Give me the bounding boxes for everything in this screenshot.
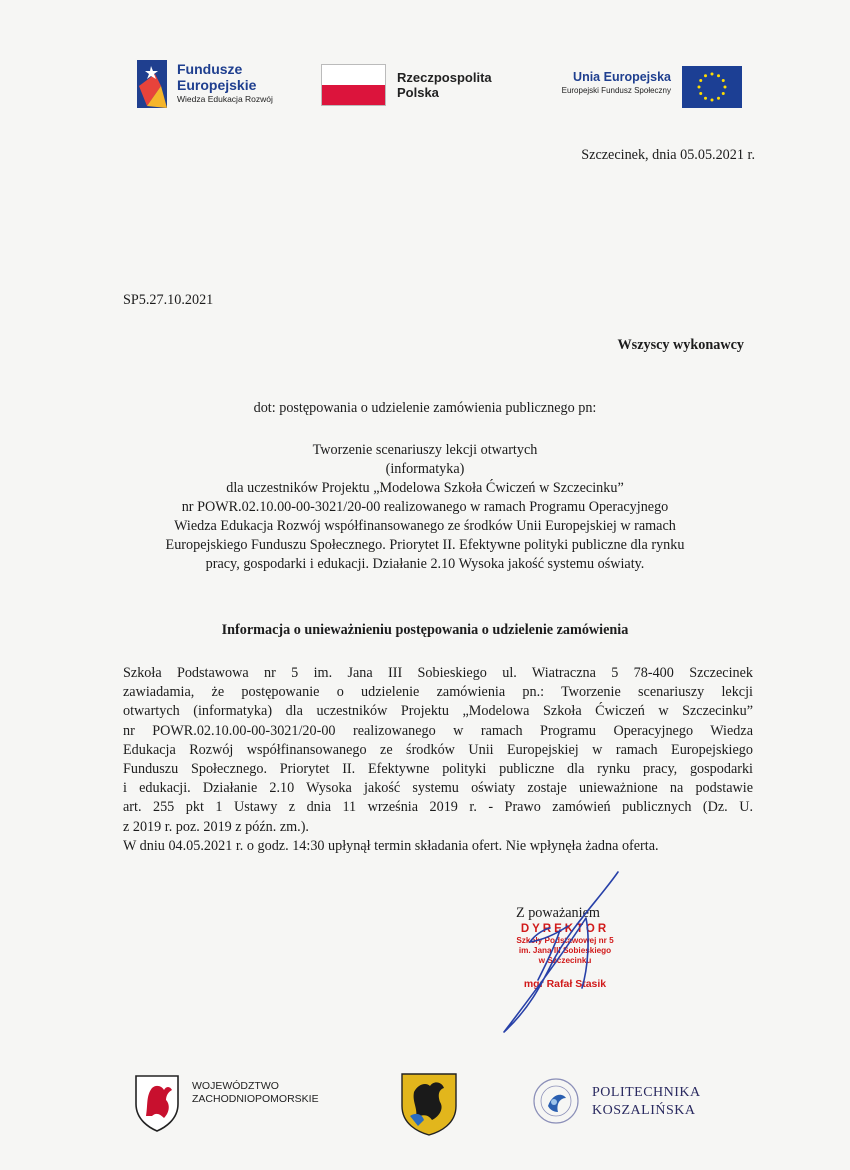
eu-star bbox=[717, 74, 720, 77]
subject-line: pracy, gospodarki i edukacji. Działanie 2.10 Wysoka jakość systemu oświaty. bbox=[205, 556, 645, 572]
eu-star bbox=[711, 73, 714, 76]
politechnika-emblem-icon bbox=[530, 1076, 582, 1126]
eu-star bbox=[724, 86, 727, 89]
subject-line: Europejskiego Funduszu Społecznego. Priorytet II. Efektywne polityki publiczne dla rynku bbox=[165, 537, 685, 553]
body-line: W dniu 04.05.2021 r. o godz. 14:30 upłynął termin składania ofert. Nie wpłynęła żadna oferta. bbox=[123, 837, 659, 854]
subject-intro: dot: postępowania o udzielenie zamówienia publicznego pn: bbox=[253, 400, 597, 416]
body-line: Edukacja Rozwój współfinansowanego ze środków Unii Europejskiej w ramach Europejskiego bbox=[123, 741, 753, 758]
rp-line1: Rzeczpospolita bbox=[397, 70, 492, 85]
ue-line1: Unia Europejska bbox=[573, 70, 671, 84]
stamp-line: Szkoły Podstawowej nr 5 bbox=[516, 936, 614, 945]
body-line: i edukacji. Działanie 2.10 Wysoka jakość systemu oświaty zostaje unieważnione na podstawie bbox=[123, 780, 753, 797]
body-line: art. 255 pkt 1 Ustawy z dnia 11 września 2019 r. - Prawo zamówień publicznych (Dz. U. bbox=[123, 799, 753, 816]
eu-star bbox=[704, 97, 707, 100]
closing-regards: Z poważaniem bbox=[516, 905, 600, 921]
fundusze-europejskie-logo bbox=[137, 56, 297, 114]
reference-number: SP5.27.10.2021 bbox=[123, 292, 214, 308]
ue-line2: Europejski Fundusz Społeczny bbox=[561, 86, 671, 95]
subject-block bbox=[100, 441, 750, 574]
subject-line: (informatyka) bbox=[385, 461, 465, 477]
subject-line: nr POWR.02.10.00-00-3021/20-00 realizowanego w ramach Programu Operacyjnego bbox=[181, 499, 669, 515]
fe-line1: Fundusze bbox=[177, 61, 243, 77]
letter-date: Szczecinek, dnia 05.05.2021 r. bbox=[581, 147, 755, 163]
eu-star bbox=[722, 92, 725, 95]
stamp-line: w Szczecinku bbox=[538, 956, 592, 965]
polish-flag-icon bbox=[321, 64, 386, 106]
stamp-title: DYREKTOR bbox=[520, 923, 610, 935]
pk-line1: POLITECHNIKA bbox=[592, 1085, 701, 1100]
notice-body bbox=[123, 664, 753, 856]
eu-star bbox=[699, 92, 702, 95]
eu-star bbox=[711, 99, 714, 102]
body-line: Szkoła Podstawowa nr 5 im. Jana III Sobieskiego ul. Wiatraczna 5 78-400 Szczecinek bbox=[123, 665, 753, 681]
szczecinek-coat-of-arms-icon bbox=[400, 1072, 458, 1136]
fe-line2: Europejskie bbox=[177, 77, 257, 93]
fe-line3: Wiedza Edukacja Rozwój bbox=[177, 94, 273, 104]
eu-flag-icon bbox=[682, 66, 742, 108]
notice-heading: Informacja o unieważnieniu postępowania o udzielenie zamówienia bbox=[221, 622, 629, 638]
body-line: z 2019 r. poz. 2019 z późn. zm.). bbox=[123, 818, 309, 835]
subject-line: Wiedza Edukacja Rozwój współfinansowanego ze środków Unii Europejskiej w ramach bbox=[174, 518, 676, 534]
wz-line2: ZACHODNIOPOMORSKIE bbox=[192, 1093, 319, 1105]
rp-line2: Polska bbox=[397, 85, 439, 100]
eu-star bbox=[704, 74, 707, 77]
griffin-shield-icon bbox=[134, 1074, 180, 1132]
stamp-name: mgr Rafał Stasik bbox=[523, 978, 607, 990]
body-line: Funduszu Społecznego. Priorytet II. Efektywne polityki publiczne dla rynku pracy, gospodarki bbox=[123, 761, 753, 778]
stamp-line: im. Jana III Sobieskiego bbox=[518, 946, 612, 955]
body-line: nr POWR.02.10.00-00-3021/20-00 realizowanego w ramach Programu Operacyjnego Wiedza bbox=[123, 722, 753, 739]
body-line: zawiadamia, że postępowanie o udzielenie zamówienia pn.: Tworzenie scenariuszy lekcji bbox=[123, 684, 753, 701]
eu-star bbox=[698, 86, 701, 89]
eu-star bbox=[722, 79, 725, 82]
subject-line: dla uczestników Projektu „Modelowa Szkoła Ćwiczeń w Szczecinku” bbox=[226, 480, 624, 496]
rzeczpospolita-polska-logo bbox=[321, 64, 511, 108]
fundusze-star-icon bbox=[137, 56, 171, 112]
unia-europejska-logo bbox=[535, 66, 745, 110]
eu-star bbox=[717, 97, 720, 100]
addressee: Wszyscy wykonawcy bbox=[617, 337, 744, 353]
politechnika-koszalinska-logo bbox=[530, 1076, 740, 1126]
pk-line2: KOSZALIŃSKA bbox=[592, 1103, 696, 1118]
subject-line: Tworzenie scenariuszy lekcji otwartych bbox=[312, 442, 538, 458]
wz-line1: WOJEWÓDZTWO bbox=[192, 1080, 279, 1092]
body-line: otwartych (informatyka) dla uczestników Projektu „Modelowa Szkoła Ćwiczeń w Szczecinku” bbox=[123, 703, 753, 720]
eu-star bbox=[699, 79, 702, 82]
wojewodztwo-logo bbox=[134, 1074, 344, 1132]
handwritten-signature bbox=[490, 868, 630, 1038]
